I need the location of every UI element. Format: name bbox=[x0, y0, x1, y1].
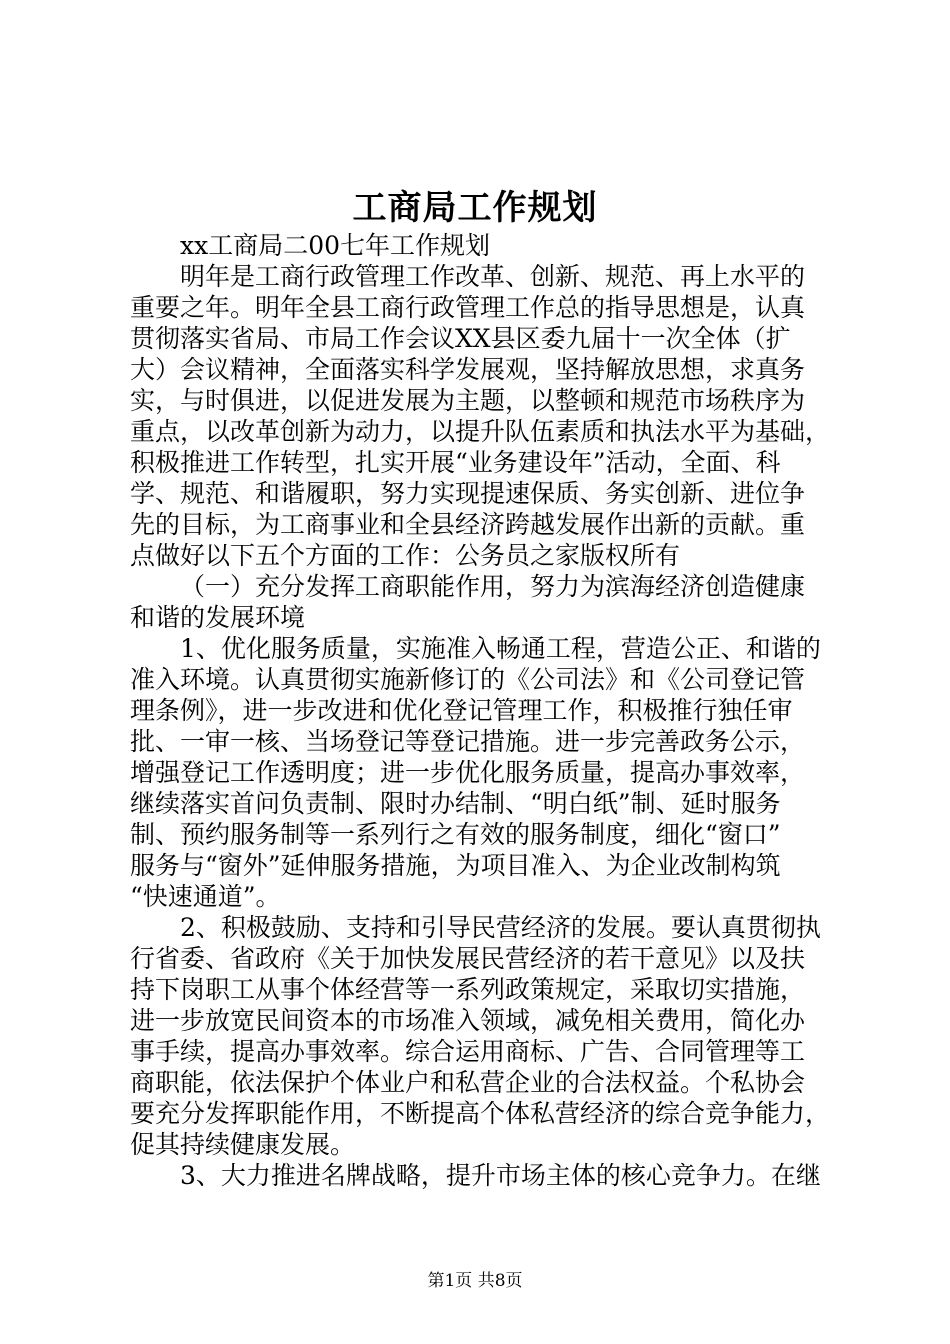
text-line: 2、积极鼓励、支持和引导民营经济的发展。要认真贯彻执 bbox=[180, 913, 821, 942]
text-line: 1、优化服务质量，实施准入畅通工程，营造公正、和谐的 bbox=[180, 634, 821, 663]
document-body bbox=[130, 230, 842, 1191]
text-line: “快速通道”。 bbox=[130, 882, 281, 911]
text-line: 大）会议精神，全面落实科学发展观，坚持解放思想，求真务 bbox=[130, 355, 806, 384]
text-line: 促其持续健康发展。 bbox=[130, 1130, 356, 1159]
text-line: 准入环境。认真贯彻实施新修订的《公司法》和《公司登记管 bbox=[130, 665, 806, 694]
text-line: xx工商局二00七年工作规划 bbox=[180, 231, 491, 260]
text-line: 先的目标，为工商事业和全县经济跨越发展作出新的贡献。重 bbox=[130, 510, 806, 539]
text-line: 实，与时俱进，以促进发展为主题，以整顿和规范市场秩序为 bbox=[130, 386, 806, 415]
text-line: 理条例》，进一步改进和优化登记管理工作，积极推行独任审 bbox=[130, 696, 793, 725]
text-line: 点做好以下五个方面的工作：公务员之家版权所有 bbox=[130, 541, 681, 570]
text-line: 商职能，依法保护个体业户和私营企业的合法权益。个私协会 bbox=[130, 1068, 806, 1097]
text-line: 行省委、省政府《关于加快发展民营经济的若干意见》以及扶 bbox=[130, 944, 806, 973]
text-line: 继续落实首问负责制、限时办结制、“明白纸”制、延时服务 bbox=[130, 789, 781, 818]
text-line: （一）充分发挥工商职能作用，努力为滨海经济创造健康 bbox=[180, 572, 806, 601]
text-line: 事手续，提高办事效率。综合运用商标、广告、合同管理等工 bbox=[130, 1037, 806, 1066]
text-line: 明年是工商行政管理工作改革、创新、规范、再上水平的 bbox=[180, 262, 806, 291]
text-line: 制、预约服务制等一系列行之有效的服务制度，细化“窗口” bbox=[130, 820, 781, 849]
text-line: 批、一审一核、当场登记等登记措施。进一步完善政务公示， bbox=[130, 727, 806, 756]
text-line: 贯彻落实省局、市局工作会议XX县区委九届十一次全体（扩 bbox=[130, 324, 791, 353]
text-line: 重要之年。明年全县工商行政管理工作总的指导思想是，认真 bbox=[130, 293, 806, 322]
text-line: 重点，以改革创新为动力，以提升队伍素质和执法水平为基础， bbox=[130, 417, 831, 446]
text-line: 服务与“窗外”延伸服务措施，为项目准入、为企业改制构筑 bbox=[130, 851, 781, 880]
text-line: 进一步放宽民间资本的市场准入领域，减免相关费用，简化办 bbox=[130, 1006, 806, 1035]
text-line: 持下岗职工从事个体经营等一系列政策规定，采取切实措施， bbox=[130, 975, 806, 1004]
document-title: 工商局工作规划 bbox=[352, 188, 598, 228]
text-line: 学、规范、和谐履职，努力实现提速保质、务实创新、进位争 bbox=[130, 479, 806, 508]
text-line: 3、大力推进名牌战略，提升市场主体的核心竞争力。在继 bbox=[180, 1161, 821, 1190]
text-line: 增强登记工作透明度；进一步优化服务质量，提高办事效率， bbox=[130, 758, 806, 787]
text-line: 积极推进工作转型，扎实开展“业务建设年”活动，全面、科 bbox=[130, 448, 781, 477]
page-footer: 第1页 共8页 bbox=[427, 1271, 523, 1291]
text-line: 和谐的发展环境 bbox=[130, 603, 306, 632]
text-line: 要充分发挥职能作用，不断提高个体私营经济的综合竞争能力， bbox=[130, 1099, 831, 1128]
